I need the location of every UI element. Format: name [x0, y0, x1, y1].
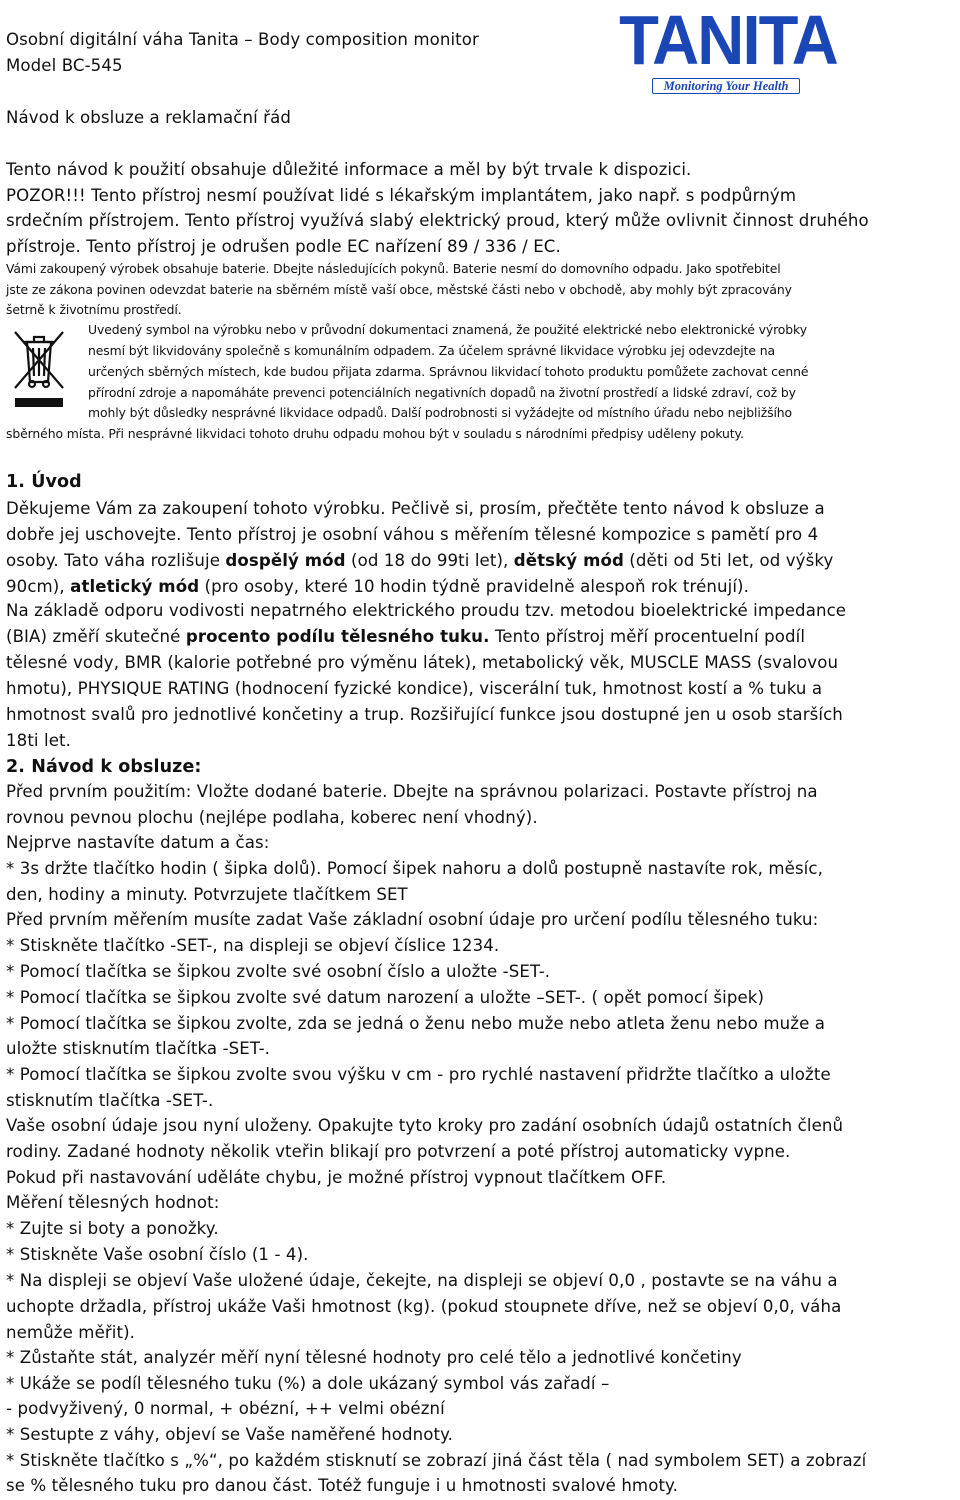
child-mode: dětský mód [513, 551, 624, 570]
section-2-line: rodiny. Zadané hodnoty několik vteřin blikají pro potvrzení a poté přístroj automaticky vypne. [6, 1142, 791, 1161]
battery-line: šetrně k životnímu prostředí. [6, 302, 182, 317]
body-fat-percentage: procento podílu tělesného tuku. [185, 627, 490, 646]
doc-title: Osobní digitální váha Tanita – Body composition monitor [6, 30, 479, 49]
section-2-line: * 3s držte tlačítko hodin ( šipka dolů). Pomocí šipek nahoru a dolů postupně nastavíte rok, měsíc, [6, 859, 823, 878]
battery-line: Vámi zakoupený výrobek obsahuje baterie. Dbejte následujících pokynů. Baterie nesmí do domovního odpadu. Jako spotřebitel [6, 261, 781, 276]
adult-mode: dospělý mód [225, 551, 346, 570]
section-2-line: * Pomocí tlačítka se šipkou zvolte své datum narození a uložte –SET-. ( opět pomocí šipek) [6, 988, 765, 1007]
weee-line: mohly být důsledky nesprávné likvidace odpadů. Další podrobnosti si vyžádejte od místního úřadu nebo nejbližšího [88, 405, 793, 420]
section-2-line: uchopte držadla, přístroj ukáže Vaši hmotnost (kg). (pokud stoupnete dříve, než se objeví 0,0, váha [6, 1297, 842, 1316]
section-2-line: se % tělesného tuku pro danou část. Totéž funguje i u hmotnosti svalové hmoty. [6, 1476, 678, 1495]
section-2-line: Měření tělesných hodnot: [6, 1193, 220, 1212]
section-1-line: (BIA) změří skutečné procento podílu tělesného tuku. Tento přístroj měří procentuelní podíl [6, 627, 806, 646]
section-1-line: tělesné vody, BMR (kalorie potřebné pro výměnu látek), metabolický věk, MUSCLE MASS (svalovou [6, 653, 839, 672]
section-2-line: * Ukáže se podíl tělesného tuku (%) a dole ukázaný symbol vás zařadí – [6, 1374, 610, 1393]
section-2-line: * Zujte si boty a ponožky. [6, 1219, 219, 1238]
section-1-line: dobře jej uschovejte. Tento přístroj je osobní váhou s měřením tělesné kompozice s pamětí pro 4 [6, 525, 819, 544]
logo-wordmark: TANITA [619, 1, 837, 79]
section-1-line: hmotu), PHYSIQUE RATING (hodnocení fyzické kondice), viscerální tuk, hmotnost kostí a % tuku a [6, 679, 823, 698]
section-2-heading: 2. Návod k obsluze: [6, 757, 202, 777]
logo-tagline: Monitoring Your Health [652, 78, 800, 94]
section-2-line: * Zůstaňte stát, analyzér měří nyní tělesné hodnoty pro celé tělo a jednotlivé končetiny [6, 1348, 742, 1367]
weee-line: sběrného místa. Při nesprávné likvidaci tohoto druhu odpadu mohou být v souladu s národními předpisy uděleny pokuty. [6, 426, 744, 441]
weee-line: nesmí být likvidovány společně s komunálním odpadem. Za účelem správné likvidace výrobku jej odevzdejte na [88, 343, 775, 358]
section-2-line: * Sestupte z váhy, objeví se Vaše naměřené hodnoty. [6, 1425, 453, 1444]
weee-line: přírodní zdroje a napomáháte prevenci potenciálních negativních dopadů na životní prostředí a lidské zdraví, což by [88, 385, 796, 400]
section-2-line: * Stiskněte tlačítko s „%“, po každém stisknutí se zobrazí jiná část těla ( nad symbolem SET) a zobrazí [6, 1451, 867, 1470]
section-2-line: Pokud při nastavování uděláte chybu, je možné přístroj vypnout tlačítkem OFF. [6, 1168, 667, 1187]
section-1-line: Na základě odporu vodivosti nepatrného elektrického proudu tzv. metodou bioelektrické impedance [6, 601, 847, 620]
section-2-line: - podvyživený, 0 normal, + obézní, ++ velmi obézní [6, 1399, 445, 1418]
section-1-line: 90cm), atletický mód (pro osoby, které 10 hodin týdně pravidelně alespoň rok trénují). [6, 577, 749, 596]
section-2-line: uložte stisknutím tlačítka -SET-. [6, 1039, 271, 1058]
section-1-heading: 1. Úvod [6, 472, 82, 492]
section-2-line: * Pomocí tlačítka se šipkou zvolte svou výšku v cm - pro rychlé nastavení přidržte tlačítko a uložte [6, 1065, 831, 1084]
intro-line: srdečním přístrojem. Tento přístroj využívá slabý elektrický proud, který může ovlivnit činnost druhého [6, 211, 869, 230]
intro-line: Tento návod k použití obsahuje důležité informace a měl by být trvale k dispozici. [6, 160, 692, 179]
section-2-line: stisknutím tlačítka -SET-. [6, 1091, 214, 1110]
section-1-line: 18ti let. [6, 731, 72, 750]
section-1-line: hmotnost svalů pro jednotlivé končetiny a trup. Rozšiřující funkce jsou dostupné jen u osob starších [6, 705, 843, 724]
section-2-line: rovnou pevnou plochu (nejlépe podlaha, koberec není vhodný). [6, 808, 538, 827]
section-2-line: * Stiskněte tlačítko -SET-, na displeji se objeví číslice 1234. [6, 936, 500, 955]
battery-line: jste ze zákona povinen odevzdat baterie na sběrném místě vaší obce, městské části nebo v obchodě, aby mohly být zpracovány [6, 282, 792, 297]
intro-line: přístroje. Tento přístroj je odrušen podle EC nařízení 89 / 336 / EC. [6, 237, 561, 256]
section-2-line: Před prvním měřením musíte zadat Vaše základní osobní údaje pro určení podílu tělesného tuku: [6, 910, 819, 929]
section-1-line: Děkujeme Vám za zakoupení tohoto výrobku. Pečlivě si, prosím, přečtěte tento návod k obsluze a [6, 499, 825, 518]
section-1-line: osoby. Tato váha rozlišuje dospělý mód (od 18 do 99ti let), dětský mód (děti od 5ti let, od výšky [6, 551, 834, 570]
section-2-line: Vaše osobní údaje jsou nyní uloženy. Opakujte tyto kroky pro zadání osobních údajů ostatních členů [6, 1116, 844, 1135]
doc-model: Model BC-545 [6, 56, 123, 75]
section-2-line: den, hodiny a minuty. Potvrzujete tlačítkem SET [6, 885, 408, 904]
section-2-line: Nejprve nastavíte datum a čas: [6, 833, 270, 852]
section-2-line: * Na displeji se objeví Vaše uložené údaje, čekejte, na displeji se objeví 0,0 , postavte se na váhu a [6, 1271, 838, 1290]
crossed-bin-icon [10, 326, 68, 410]
weee-line: Uvedený symbol na výrobku nebo v průvodní dokumentaci znamená, že použité elektrické nebo elektronické výrobky [88, 322, 807, 337]
section-2-line: * Pomocí tlačítka se šipkou zvolte své osobní číslo a uložte -SET-. [6, 962, 551, 981]
weee-line: určených sběrných místech, kde budou přijata zdarma. Správnou likvidací tohoto produktu pomůžete zachovat cenné [88, 364, 809, 379]
athletic-mode: atletický mód [70, 577, 200, 596]
section-2-line: * Stiskněte Vaše osobní číslo (1 - 4). [6, 1245, 309, 1264]
intro-line: POZOR!!! Tento přístroj nesmí používat lidé s lékařským implantátem, jako např. s podpůrným [6, 186, 797, 205]
section-2-line: * Pomocí tlačítka se šipkou zvolte, zda se jedná o ženu nebo muže nebo atleta ženu nebo muže a [6, 1014, 826, 1033]
section-2-line: Před prvním použitím: Vložte dodané baterie. Dbejte na správnou polarizaci. Postavte přístroj na [6, 782, 818, 801]
doc-subtitle: Návod k obsluze a reklamační řád [6, 108, 291, 127]
section-2-line: nemůže měřit). [6, 1323, 136, 1342]
